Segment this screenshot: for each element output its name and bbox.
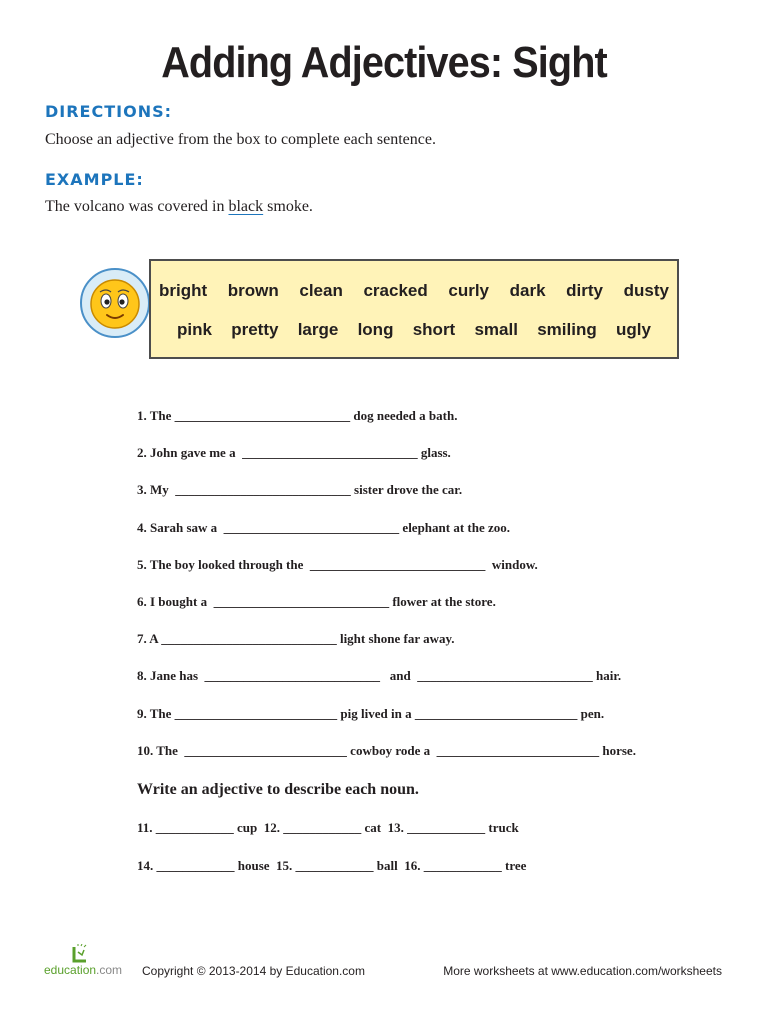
example-word: black — [228, 198, 264, 215]
word-small: small — [474, 320, 518, 339]
education-logo-icon — [44, 944, 104, 964]
word-brown: brown — [227, 281, 279, 300]
page-title: Adding Adjectives: Sight — [161, 38, 607, 87]
word-cracked: cracked — [363, 281, 428, 300]
word-smiling: smiling — [537, 320, 597, 339]
smiley-face-icon — [87, 275, 143, 331]
example-after: smoke. — [263, 198, 313, 215]
example-before: The volcano was covered in — [45, 198, 229, 215]
noun-line-2: 14. ____________ house 15. ____________ ball 16. ____________ tree — [137, 858, 527, 873]
word-row-1 — [159, 281, 669, 301]
word-dirty: dirty — [566, 281, 603, 300]
word-row-2 — [177, 320, 651, 340]
sentence-3: 3. My ___________________________ sister drove the car. — [137, 482, 463, 497]
word-long: long — [357, 320, 394, 339]
sentence-5: 5. The boy looked through the ___________________________ window. — [137, 557, 538, 572]
word-dark: dark — [509, 281, 546, 300]
logo-main: education — [44, 963, 97, 977]
logo-suffix: .com — [96, 963, 123, 977]
footer-copyright: Copyright © 2013-2014 by Education.com — [142, 964, 365, 978]
word-dusty: dusty — [623, 281, 669, 300]
noun-line-1: 11. ____________ cup 12. ____________ cat 13. ____________ truck — [137, 820, 519, 835]
word-ugly: ugly — [615, 320, 651, 339]
sentence-9: 9. The _________________________ pig lived in a _________________________ pen. — [137, 706, 605, 721]
smiley-badge — [80, 268, 150, 338]
sentence-6: 6. I bought a ___________________________ flower at the store. — [137, 594, 496, 609]
sentence-4: 4. Sarah saw a ___________________________ elephant at the zoo. — [137, 520, 511, 535]
footer-logo-text — [44, 963, 122, 977]
example-sentence — [45, 198, 313, 216]
noun-section — [137, 781, 527, 873]
word-curly: curly — [448, 281, 489, 300]
directions-text: Choose an adjective from the box to complete each sentence. — [45, 131, 436, 148]
noun-section-heading: Write an adjective to describe each noun. — [137, 781, 419, 798]
sentence-7: 7. A ___________________________ light shone far away. — [137, 631, 455, 646]
sentence-8: 8. Jane has ___________________________ and ___________________________ hair. — [137, 668, 622, 683]
word-short: short — [412, 320, 456, 339]
adjective-word-box — [149, 259, 679, 359]
example-heading: EXAMPLE: — [45, 170, 144, 189]
sentence-1: 1. The ___________________________ dog needed a bath. — [137, 408, 458, 423]
word-bright: bright — [159, 281, 208, 300]
sentence-10: 10. The _________________________ cowboy rode a _________________________ horse. — [137, 743, 636, 758]
word-pink: pink — [177, 320, 212, 339]
sentence-2: 2. John gave me a ___________________________ glass. — [137, 445, 451, 460]
footer-more-worksheets: More worksheets at www.education.com/worksheets — [443, 964, 722, 978]
word-large: large — [297, 320, 339, 339]
directions-heading: DIRECTIONS: — [45, 102, 173, 121]
word-clean: clean — [299, 281, 343, 300]
word-pretty: pretty — [231, 320, 279, 339]
